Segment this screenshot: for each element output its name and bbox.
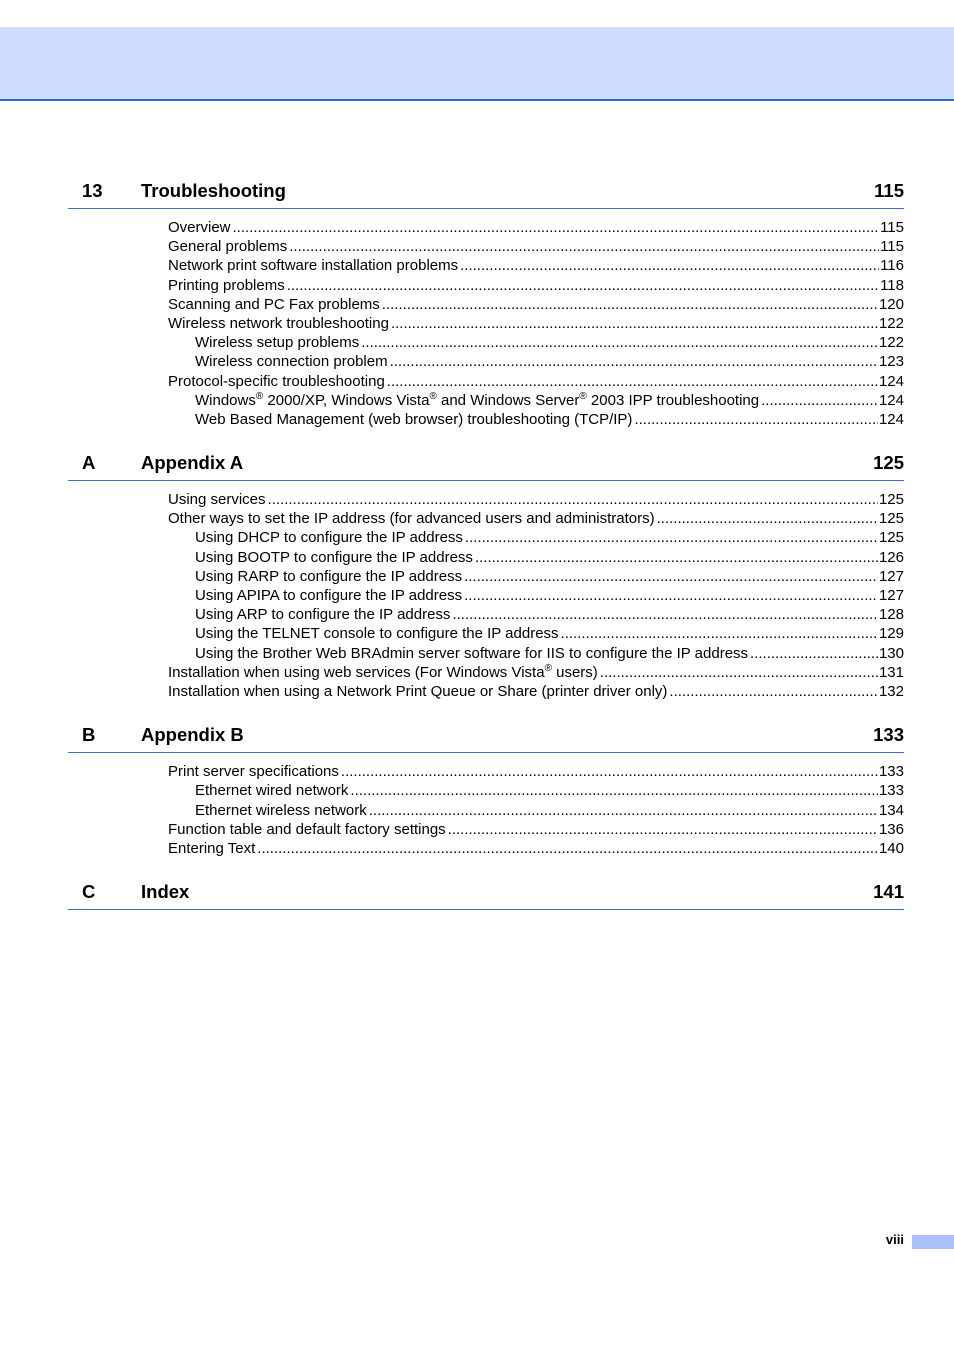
entry-title-part: and Windows Server [436, 391, 580, 409]
entry-page: 118 [880, 276, 904, 294]
toc-entry[interactable] [68, 586, 904, 605]
dot-leader [464, 586, 878, 605]
entry-title: Using RARP to configure the IP address [195, 567, 463, 585]
dot-leader [669, 682, 878, 701]
toc-entry[interactable] [68, 410, 904, 429]
dot-leader [369, 801, 878, 820]
entry-page: 125 [878, 529, 904, 547]
entry-page: 133 [878, 763, 904, 781]
toc-entry[interactable] [68, 295, 904, 314]
entry-title-part: users) [551, 663, 598, 681]
dot-leader [350, 781, 878, 800]
entry-title: Using ARP to configure the IP address [195, 606, 451, 624]
entry-page: 133 [878, 782, 904, 800]
dot-leader [561, 624, 878, 643]
entry-page: 128 [878, 606, 904, 624]
toc-entry[interactable] [68, 256, 904, 275]
toc-entry[interactable] [68, 237, 904, 256]
toc-entry[interactable] [68, 624, 904, 643]
chapter-heading[interactable] [68, 180, 904, 209]
chapter-page: 125 [873, 452, 904, 474]
dot-leader [268, 490, 878, 509]
entry-title-part: 2000/XP, Windows Vista [263, 391, 430, 409]
entry-page: 130 [878, 644, 904, 662]
entry-title: Print server specifications [168, 763, 339, 781]
toc-entry[interactable] [68, 820, 904, 839]
toc-entry[interactable] [68, 801, 904, 820]
page-number: viii [885, 1232, 904, 1247]
entry-page: 140 [878, 839, 904, 857]
toc-entry[interactable] [68, 548, 904, 567]
entry-title [168, 663, 598, 682]
toc-entry[interactable] [68, 781, 904, 800]
entry-title-part: Windows [195, 391, 256, 409]
entry-page: 127 [878, 587, 904, 604]
chapter-number: 13 [82, 180, 103, 201]
chapter-title: Appendix B [141, 724, 244, 746]
registered-mark: ® [579, 390, 587, 402]
dot-leader [750, 644, 878, 663]
dot-leader [361, 333, 878, 352]
chapter-page: 133 [873, 724, 904, 746]
toc-entry[interactable] [68, 276, 904, 295]
toc-entry[interactable] [68, 352, 904, 371]
toc-entry[interactable] [68, 762, 904, 781]
registered-mark: ® [429, 390, 437, 402]
chapter-heading[interactable] [68, 881, 904, 910]
chapter-title: Index [141, 881, 190, 903]
entry-title: Wireless network troubleshooting [168, 314, 389, 332]
entry-page: 116 [880, 257, 904, 275]
entry-title: Wireless setup problems [195, 334, 360, 352]
dot-leader [475, 548, 878, 567]
entry-title: Web Based Management (web browser) troubleshooting (TCP/IP) [195, 410, 633, 428]
toc-entry[interactable] [68, 490, 904, 509]
entry-page: 125 [878, 491, 904, 509]
registered-mark: ® [544, 662, 552, 674]
entry-page: 122 [878, 334, 904, 352]
entry-page: 127 [878, 567, 904, 585]
dot-leader [634, 410, 878, 429]
entry-title: Installation when using a Network Print Queue or Share (printer driver only) [168, 682, 668, 700]
entry-page: 125 [878, 510, 904, 528]
entry-page: 123 [878, 353, 904, 371]
entry-title: Using the Brother Web BRAdmin server software for IIS to configure the IP address [195, 644, 749, 662]
dot-leader [657, 509, 878, 528]
chapter-heading[interactable] [68, 452, 904, 481]
entry-title: Protocol-specific troubleshooting [168, 372, 385, 390]
chapter-number: A [82, 452, 96, 474]
entry-list [68, 490, 904, 701]
toc-entry[interactable] [68, 314, 904, 333]
entry-title: Using APIPA to configure the IP address [195, 587, 463, 604]
entry-title: Using services [168, 491, 266, 509]
dot-leader [460, 256, 879, 275]
entry-page: 122 [878, 314, 904, 332]
footer-tab [912, 1235, 954, 1249]
registered-mark: ® [255, 390, 264, 402]
chapter-page: 115 [874, 180, 904, 201]
toc-entry[interactable] [68, 644, 904, 663]
dot-leader [382, 295, 878, 314]
entry-title: Network print software installation problems [168, 257, 459, 275]
entry-page: 115 [880, 219, 904, 236]
entry-title: Function table and default factory settings [168, 820, 446, 838]
chapter-heading[interactable] [68, 724, 904, 753]
entry-title: Other ways to set the IP address (for advanced users and administrators) [168, 510, 655, 528]
entry-page: 120 [878, 295, 904, 313]
entry-page: 129 [878, 625, 904, 643]
chapter-section [68, 724, 904, 858]
chapter-section [68, 452, 904, 701]
toc-entry[interactable] [68, 682, 904, 701]
entry-page: 126 [878, 548, 904, 566]
dot-leader [341, 762, 878, 781]
dot-leader [448, 820, 878, 839]
entry-title: Using BOOTP to configure the IP address [195, 548, 473, 566]
entry-list [68, 218, 904, 429]
entry-page: 136 [878, 820, 904, 838]
entry-title: Printing problems [168, 276, 285, 294]
entry-title: Using the TELNET console to configure the IP address [195, 625, 559, 643]
dot-leader [287, 276, 879, 295]
toc-entry[interactable] [68, 333, 904, 352]
entry-page: 132 [878, 682, 904, 700]
entry-title: Wireless connection problem [195, 353, 388, 371]
entry-title: Scanning and PC Fax problems [168, 295, 380, 313]
dot-leader [464, 567, 878, 586]
entry-title [195, 391, 759, 410]
dot-leader [391, 314, 878, 333]
entry-title: Entering Text [168, 839, 256, 857]
entry-page: 131 [878, 663, 904, 681]
entry-title: Using DHCP to configure the IP address [195, 529, 463, 547]
entry-list [68, 762, 904, 858]
header-band [0, 27, 954, 101]
entry-page: 134 [878, 801, 904, 819]
dot-leader [289, 237, 879, 256]
toc-entry[interactable] [68, 218, 904, 237]
chapter-section [68, 881, 904, 910]
dot-leader [390, 352, 878, 371]
dot-leader [233, 218, 880, 237]
toc-entry[interactable] [68, 528, 904, 547]
chapter-page: 141 [873, 881, 904, 903]
table-of-contents [68, 180, 904, 933]
toc-entry[interactable] [68, 605, 904, 624]
dot-leader [452, 605, 878, 624]
toc-entry[interactable] [68, 372, 904, 391]
entry-page: 124 [878, 372, 904, 390]
entry-title-part: 2003 IPP troubleshooting [586, 391, 760, 409]
entry-title: General problems [168, 238, 288, 256]
chapter-title: Appendix A [141, 452, 244, 474]
entry-page: 124 [878, 410, 904, 428]
dot-leader [600, 663, 878, 682]
dot-leader [761, 391, 878, 410]
entry-page: 124 [878, 391, 904, 409]
toc-entry[interactable] [68, 663, 904, 682]
toc-entry[interactable] [68, 567, 904, 586]
entry-title-part: Installation when using web services (For Windows Vista [168, 663, 545, 681]
entry-title: Ethernet wired network [195, 782, 349, 800]
toc-entry[interactable] [68, 391, 904, 410]
toc-entry[interactable] [68, 839, 904, 858]
chapter-number: C [82, 881, 96, 903]
chapter-section [68, 180, 904, 429]
dot-leader [387, 372, 878, 391]
dot-leader [465, 528, 878, 547]
chapter-title: Troubleshooting [141, 180, 286, 201]
entry-page: 115 [880, 238, 904, 256]
toc-entry[interactable] [68, 509, 904, 528]
entry-title: Overview [168, 219, 231, 236]
chapter-number: B [82, 724, 96, 746]
dot-leader [257, 839, 878, 858]
entry-title: Ethernet wireless network [195, 801, 367, 819]
